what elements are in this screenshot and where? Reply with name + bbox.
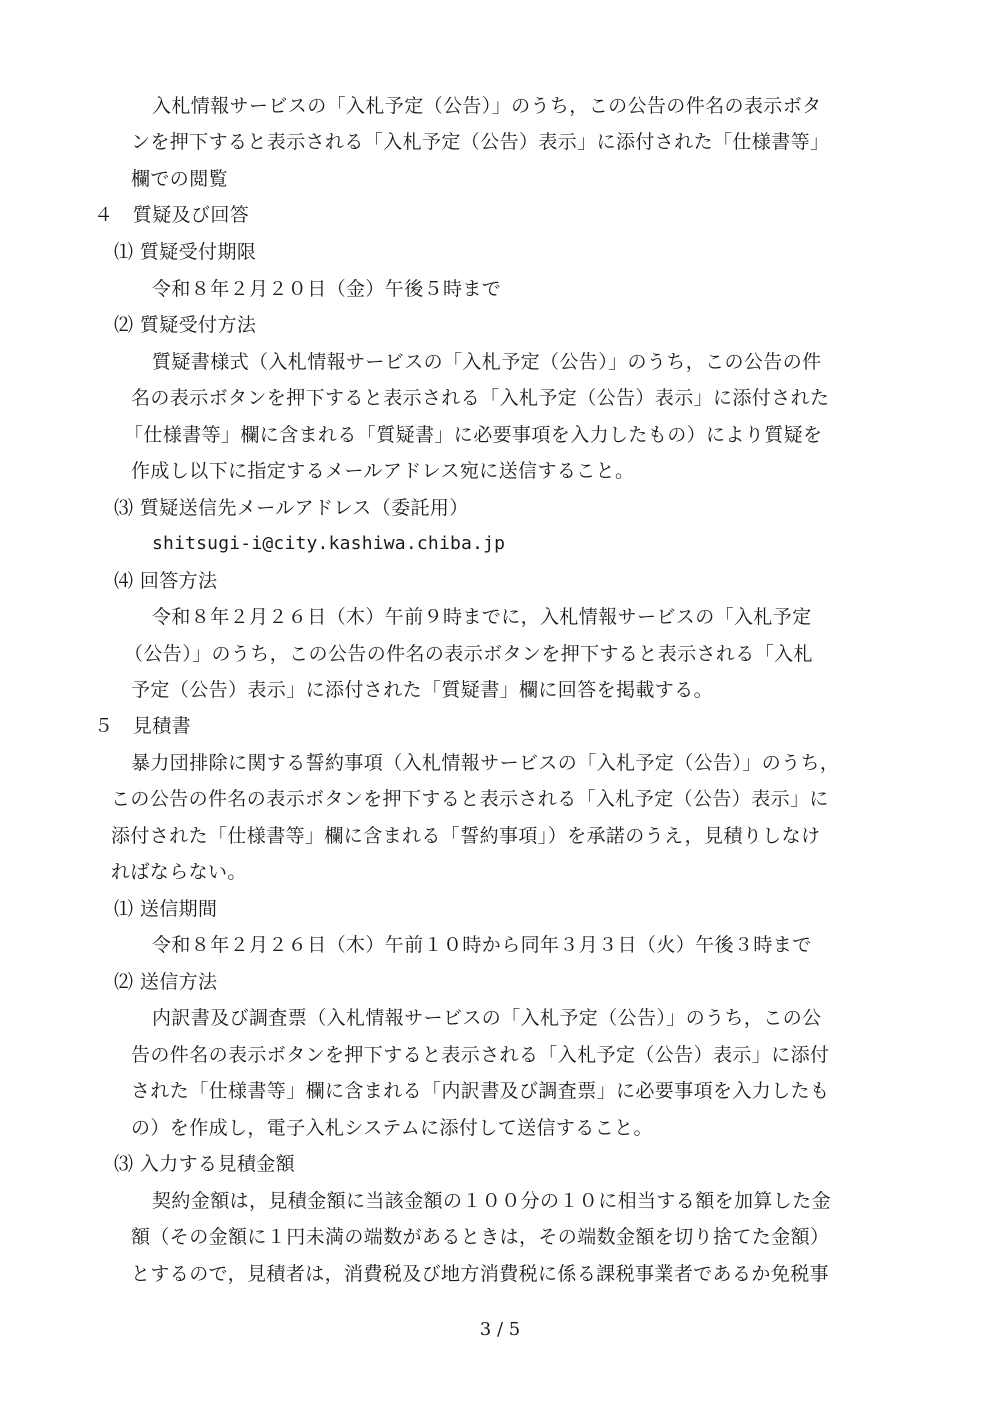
body-line-5-c: 添付された「仕様書等」欄に含まれる「誓約事項」）を承諾のうえ，見積りしなけ xyxy=(111,825,821,847)
body-line-2: ンを押下すると表示される「入札予定（公告）表示」に添付された「仕様書等」 xyxy=(131,131,830,153)
body-line-5-2-d: の）を作成し，電子入札システムに添付して送信すること。 xyxy=(131,1117,653,1139)
body-line-4-2-d: 作成し以下に指定するメールアドレス宛に送信すること。 xyxy=(131,460,635,482)
subheading-5-1: ⑴ 送信期間 xyxy=(114,898,218,920)
body-line-deadline: 令和８年２月２０日（金）午後５時まで xyxy=(152,278,502,300)
body-line-4-2-b: 名の表示ボタンを押下すると表示される「入札予定（公告）表示」に添付された xyxy=(131,387,830,409)
email-address: shitsugi-i@city.kashiwa.chiba.jp xyxy=(152,533,506,554)
subheading-4-1: ⑴ 質疑受付期限 xyxy=(114,241,257,263)
body-line-period: 令和８年２月２６日（木）午前１０時から同年３月３日（火）午後３時まで xyxy=(152,934,812,956)
body-line-5-3-b: 額（その金額に１円未満の端数があるときは，その端数金額を切り捨てた金額） xyxy=(131,1226,830,1248)
body-line-5-d: ればならない。 xyxy=(111,861,247,883)
body-line-5-2-a: 内訳書及び調査票（入札情報サービスの「入札予定（公告）」のうち，この公 xyxy=(152,1007,822,1029)
subheading-4-2: ⑵ 質疑受付方法 xyxy=(114,314,257,336)
body-line-4-2-a: 質疑書様式（入札情報サービスの「入札予定（公告）」のうち，この公告の件 xyxy=(152,351,822,373)
subheading-5-2: ⑵ 送信方法 xyxy=(114,971,218,993)
section-heading-5: ５ 見積書 xyxy=(94,715,192,737)
body-line-5-2-c: された「仕様書等」欄に含まれる「内訳書及び調査票」に必要事項を入力したも xyxy=(131,1080,830,1102)
page-number: 3 / 5 xyxy=(479,1319,521,1340)
body-line-5-2-b: 告の件名の表示ボタンを押下すると表示される「入札予定（公告）表示」に添付 xyxy=(131,1044,830,1066)
body-line-4-4-c: 予定（公告）表示」に添付された「質疑書」欄に回答を掲載する。 xyxy=(131,679,714,701)
section-heading-4: ４ 質疑及び回答 xyxy=(94,204,250,226)
subheading-5-3: ⑶ 入力する見積金額 xyxy=(114,1153,296,1175)
body-line-5-b: この公告の件名の表示ボタンを押下すると表示される「入札予定（公告）表示」に xyxy=(111,788,829,810)
body-line-1: 入札情報サービスの「入札予定（公告）」のうち，この公告の件名の表示ボタ xyxy=(152,95,822,117)
body-line-5-a: 暴力団排除に関する誓約事項（入札情報サービスの「入札予定（公告）」のうち， xyxy=(131,752,840,774)
subheading-4-4: ⑷ 回答方法 xyxy=(114,570,218,592)
subheading-4-3: ⑶ 質疑送信先メールアドレス（委託用） xyxy=(114,497,469,519)
body-line-4-2-c: 「仕様書等」欄に含まれる「質疑書」に必要事項を入力したもの）により質疑を xyxy=(124,424,823,446)
body-line-5-3-c: とするので，見積者は，消費税及び地方消費税に係る課税事業者であるか免税事 xyxy=(131,1263,830,1285)
body-line-5-3-a: 契約金額は，見積金額に当該金額の１００分の１０に相当する額を加算した金 xyxy=(152,1190,832,1212)
body-line-3: 欄での閲覧 xyxy=(131,168,229,190)
body-line-4-4-b: （公告）」のうち，この公告の件名の表示ボタンを押下すると表示される「入札 xyxy=(124,643,813,665)
body-line-4-4-a: 令和８年２月２６日（木）午前９時までに，入札情報サービスの「入札予定 xyxy=(152,606,812,628)
